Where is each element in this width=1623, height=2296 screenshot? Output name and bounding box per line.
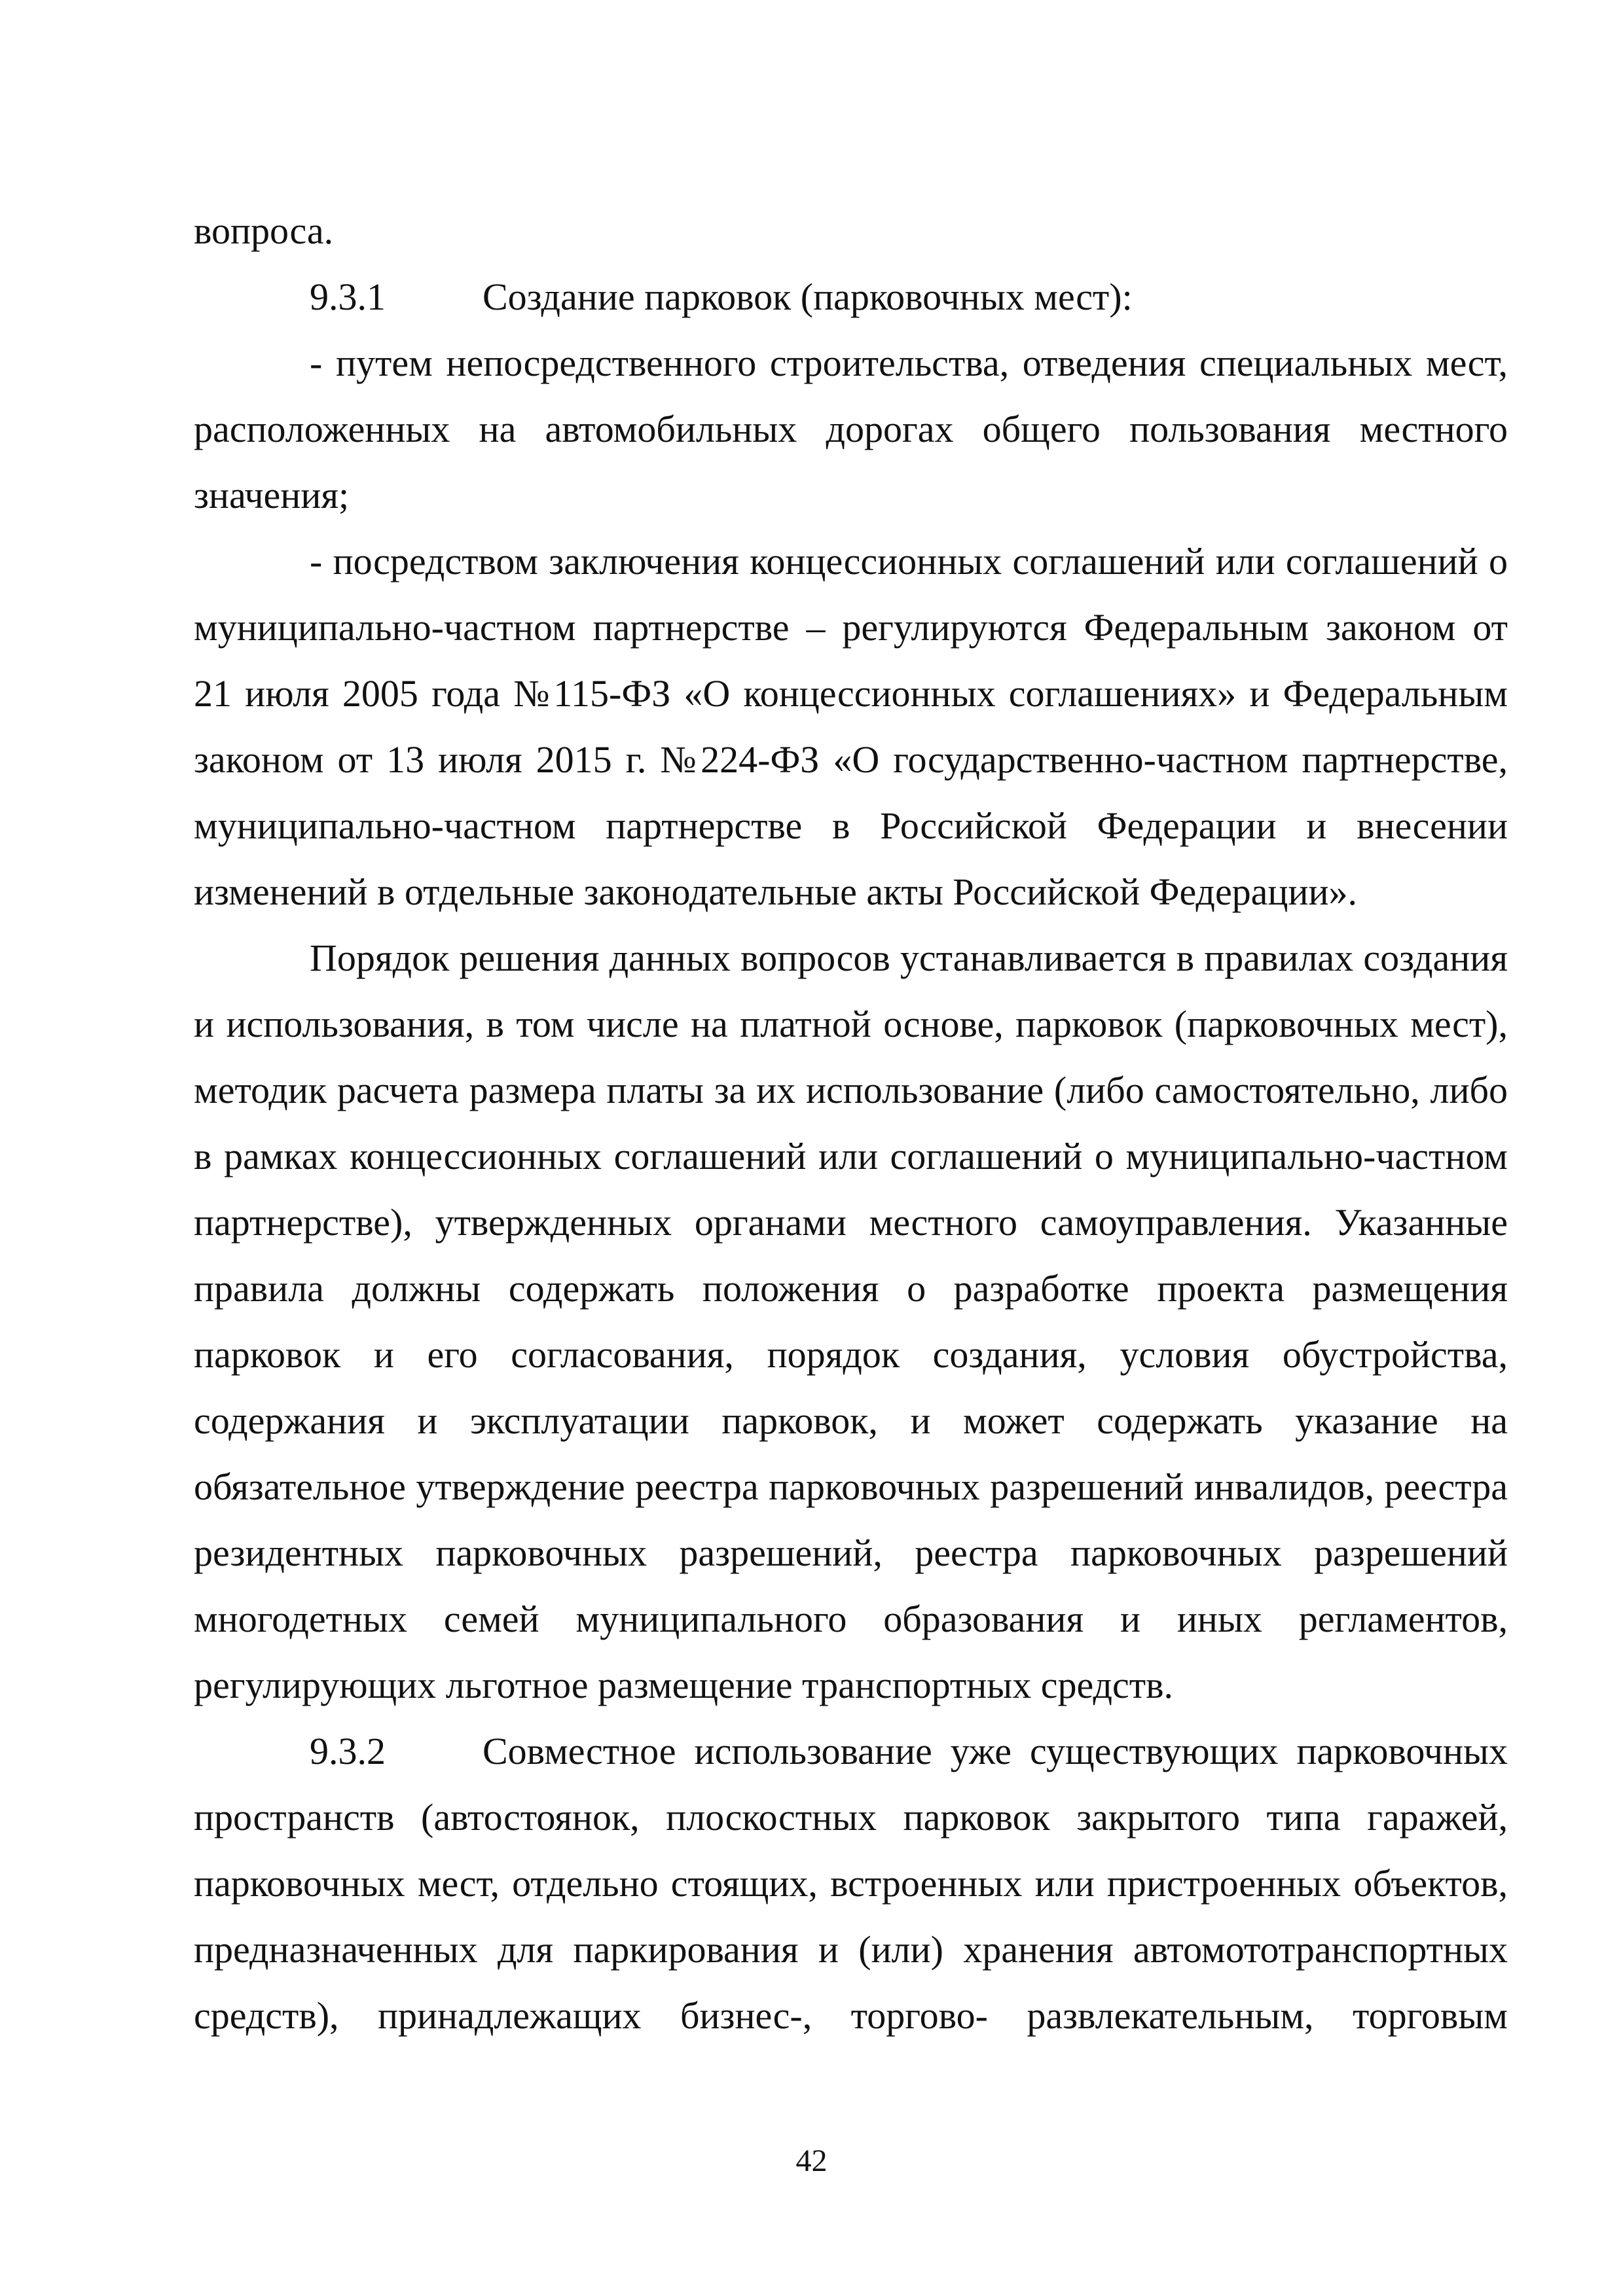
- bullet-construction: - путем непосредственного строительства, отведения специальных мест, расположенных на автомобильных дорогах общего пользования местного значения;: [194, 342, 1508, 516]
- paragraph-procedure: Порядок решения данных вопросов устанавливается в правилах создания и использования, в том числе на платной основе, парковок (парковочных мест), методик расчета размера платы за их использование (либо самостоятельно, либо в рамках концессионных соглашений или соглашений о муниципально-частном партнерстве), утвержденных органами местного самоуправления. Указанные правила должны содержать положения о разработке проекта размещения парковок и его согласования, порядок создания, условия обустройства, содержания и эксплуатации парковок, и может содержать указание на обязательное утверждение реестра парковочных разрешений инвалидов, реестра резидентных парковочных разрешений, реестра парковочных разрешений многодетных семей муниципального образования и иных регламентов, регулирующих льготное размещение транспортных средств.: [194, 937, 1508, 1706]
- section-item-9-3-2: [194, 1718, 1508, 2049]
- section-heading-text: Создание парковок (парковочных мест):: [483, 276, 1133, 318]
- section-item-9-3-1: [194, 264, 1508, 330]
- section-body-text: Совместное использование уже существующих парковочных пространств (автостоянок, плоскостных парковок закрытого типа гаражей, парковочных мест, отдельно стоящих, встроенных или пристроенных объектов, предназначенных для паркирования и (или) хранения автомототранспортных средств), принадлежащих бизнес-, торгово- развлекательным, торговым: [194, 1730, 1508, 2037]
- page-number: 42: [795, 2144, 828, 2178]
- section-number: 9.3.2: [310, 1730, 386, 1772]
- bullet-concession: - посредством заключения концессионных соглашений или соглашений о муниципально-частном партнерстве – регулируются Федеральным законом от 21 июля 2005 года №115-ФЗ «О концессионных соглашениях» и Федеральным законом от 13 июля 2015 г. №224-ФЗ «О государственно-частном партнерстве, муниципально-частном партнерстве в Российской Федерации и внесении изменений в отдельные законодательные акты Российской Федерации».: [194, 540, 1508, 913]
- paragraph-continuation: вопроса.: [194, 209, 334, 252]
- page-body: [194, 198, 1508, 2049]
- section-number: 9.3.1: [310, 276, 386, 318]
